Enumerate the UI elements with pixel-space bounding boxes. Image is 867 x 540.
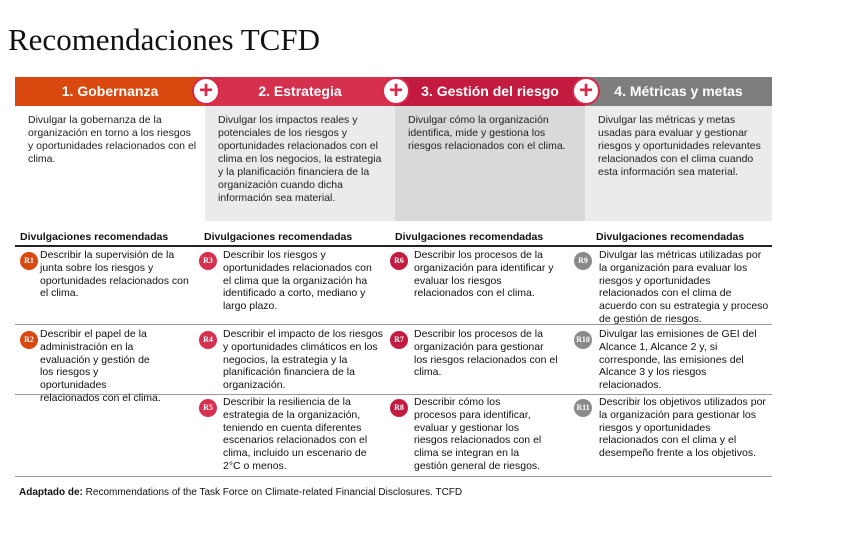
plus-icon: + xyxy=(382,77,410,105)
badge-r9: R9 xyxy=(574,252,592,270)
subheader-metricas-metas: Divulgaciones recomendadas xyxy=(596,231,745,243)
page-title: Recomendaciones TCFD xyxy=(8,22,320,57)
badge-r8: R8 xyxy=(390,399,408,417)
divider xyxy=(15,245,772,247)
badge-r1: R1 xyxy=(20,252,38,270)
badge-r4: R4 xyxy=(199,331,217,349)
badge-r7: R7 xyxy=(390,331,408,349)
recommendation-r5: Describir la resiliencia de la estrategia de la organización, teniendo en cuenta diferentes escenarios relacionados con el clima, incluido un escenario de 2°C o menos. xyxy=(223,396,368,472)
description-metricas-metas: Divulgar las métricas y metas usadas para evaluar y gestionar riesgos y oportunidades relevantes relacionados con el clima cuando esta información sea material. xyxy=(585,106,772,221)
plus-icon: + xyxy=(192,77,220,105)
description-gestion-riesgo: Divulgar cómo la organización identifica, mide y gestiona los riesgos relacionados con el clima. xyxy=(395,106,585,221)
badge-r10: R10 xyxy=(574,331,592,349)
recommendation-r2: Describir el papel de la administración en la evaluación y gestión de los riesgos y oportunidades relacionados con el clima. xyxy=(40,328,161,404)
subheader-gobernanza: Divulgaciones recomendadas xyxy=(20,231,169,243)
description-estrategia: Divulgar los impactos reales y potenciales de los riesgos y oportunidades relacionados con el clima en los negocios, la estrategia y la planificación financiera de la organización cuando dicha información sea material. xyxy=(205,106,395,221)
recommendation-r7: Describir los procesos de la organización para gestionar los riesgos relacionados con el clima. xyxy=(414,328,558,379)
recommendation-r9: Divulgar las métricas utilizadas por la organización para evaluar los riesgos y oportunidades relacionados con el clima de acuerdo con su estrategia y proceso de gestión de riesgos. xyxy=(599,249,769,325)
recommendation-r4: Describir el impacto de los riesgos y oportunidades climáticos en los negocios, la estrategia y la planificación financiera de la organización. xyxy=(223,328,383,392)
recommendation-r10: Divulgar las emisiones de GEI del Alcance 1, Alcance 2 y, si corresponde, las emisiones del Alcance 3 y los riesgos relacionados. xyxy=(599,328,757,392)
description-gobernanza: Divulgar la gobernanza de la organización en torno a los riesgos y oportunidades relacionados con el clima. xyxy=(15,106,205,221)
header-metricas-metas: 4. Métricas y metas xyxy=(585,77,772,106)
badge-r5: R5 xyxy=(199,399,217,417)
badge-r11: R11 xyxy=(574,399,592,417)
source-footer xyxy=(19,487,462,498)
subheader-estrategia: Divulgaciones recomendadas xyxy=(204,231,353,243)
recommendation-r3: Describir los riesgos y oportunidades relacionados con el clima que la organización ha identificado a corto, mediano y largo plazo. xyxy=(223,249,372,313)
divider xyxy=(15,476,772,477)
recommendation-r8: Describir cómo los procesos para identificar, evaluar y gestionar los riesgos relacionados con el clima se integran en la gestión general de riesgos. xyxy=(414,396,542,472)
footer-text: Recommendations of the Task Force on Climate-related Financial Disclosures. TCFD xyxy=(85,487,463,498)
recommendation-r11: Describir los objetivos utilizados por la organización para gestionar los riesgos y oportunidades relacionados con el clima y el desempeño frente a los objetivos. xyxy=(599,396,766,460)
badge-r2: R2 xyxy=(20,331,38,349)
plus-icon: + xyxy=(572,77,600,105)
header-estrategia: 2. Estrategia xyxy=(205,77,395,106)
recommendation-r6: Describir los procesos de la organización para identificar y evaluar los riesgos relacionados con el clima. xyxy=(414,249,554,300)
badge-r6: R6 xyxy=(390,252,408,270)
header-gestion-riesgo: 3. Gestión del riesgo xyxy=(395,77,585,106)
footer-label: Adaptado de: xyxy=(19,487,83,498)
recommendation-r1: Describir la supervisión de la junta sobre los riesgos y oportunidades relacionados con el clima. xyxy=(40,249,189,300)
badge-r3: R3 xyxy=(199,252,217,270)
header-gobernanza: 1. Gobernanza xyxy=(15,77,205,106)
subheader-gestion-riesgo: Divulgaciones recomendadas xyxy=(395,231,544,243)
